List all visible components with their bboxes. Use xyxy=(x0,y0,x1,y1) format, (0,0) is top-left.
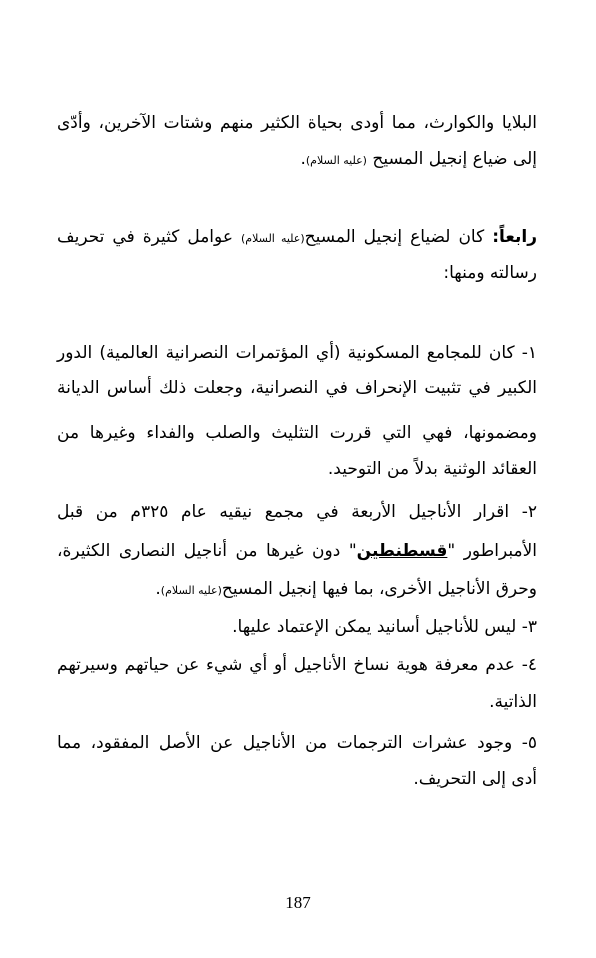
item-2-line-2 xyxy=(57,536,537,566)
item-5-line-2: أدى إلى التحريف. xyxy=(413,769,537,789)
paragraph-2-line-2: رسالته ومنها: xyxy=(443,263,537,283)
item-4-line-2: الذاتية. xyxy=(489,692,537,712)
emperor-name: قسطنطين xyxy=(356,541,448,561)
item-2-line-3-end: . xyxy=(155,579,161,599)
page-number: 187 xyxy=(285,893,311,912)
paragraph-2-lead: رابعاً: xyxy=(492,227,537,247)
item-3-line-1: ٣- ليس للأناجيل أسانيد يمكن الإعتماد عليها. xyxy=(232,617,537,637)
item-2-line-2-a: الأمبراطور " xyxy=(447,541,537,561)
item-2-line-1: ٢- اقرار الأناجيل الأربعة في مجمع نيقيه عام ٣٢٥م من قبل xyxy=(57,502,537,522)
paragraph-1-line-2 xyxy=(57,144,537,174)
item-1-line-4: العقائد الوثنية بدلاً من التوحيد. xyxy=(327,459,537,479)
item-1-line-1: ١- كان للمجامع المسكونية (أي المؤتمرات النصرانية العالمية) الدور xyxy=(57,343,537,363)
item-2-line-3-a: وحرق الأناجيل الأخرى، بما فيها إنجيل المسيح xyxy=(221,579,537,599)
honorific-note: (عليه السلام) xyxy=(160,584,222,597)
item-4-line-1: ٤- عدم معرفة هوية نساخ الأناجيل أو أي شيء عن حياتهم وسيرتهم xyxy=(57,655,537,675)
paragraph-2-line-1 xyxy=(57,222,537,252)
item-2-line-2-b: " دون غيرها من أناجيل النصارى الكثيرة، xyxy=(57,541,357,561)
paragraph-1-line-1: البلايا والكوارث، مما أودى بحياة الكثير منهم وشتات الآخرين، وأدّى xyxy=(57,113,537,133)
paragraph-1-line-2-end: . xyxy=(300,149,306,169)
honorific-note: (عليه السلام) xyxy=(305,154,367,167)
paragraph-1-line-2-text: إلى ضياع إنجيل المسيح xyxy=(366,149,537,169)
item-2-line-3 xyxy=(57,574,537,604)
item-1-line-2: الكبير في تثبيت الإنحراف في النصرانية، وجعلت ذلك أساس الديانة xyxy=(57,378,537,398)
item-5-line-1: ٥- وجود عشرات الترجمات من الأناجيل عن الأصل المفقود، مما xyxy=(57,733,537,753)
honorific-note: (عليه السلام) xyxy=(240,232,305,245)
item-1-line-3: ومضمونها، فهي التي قررت التثليث والصلب والفداء وغيرها من xyxy=(57,423,537,443)
paragraph-2-text-b: عوامل كثيرة في تحريف xyxy=(57,227,241,247)
paragraph-2-text-a: كان لضياع إنجيل المسيح xyxy=(304,227,493,247)
